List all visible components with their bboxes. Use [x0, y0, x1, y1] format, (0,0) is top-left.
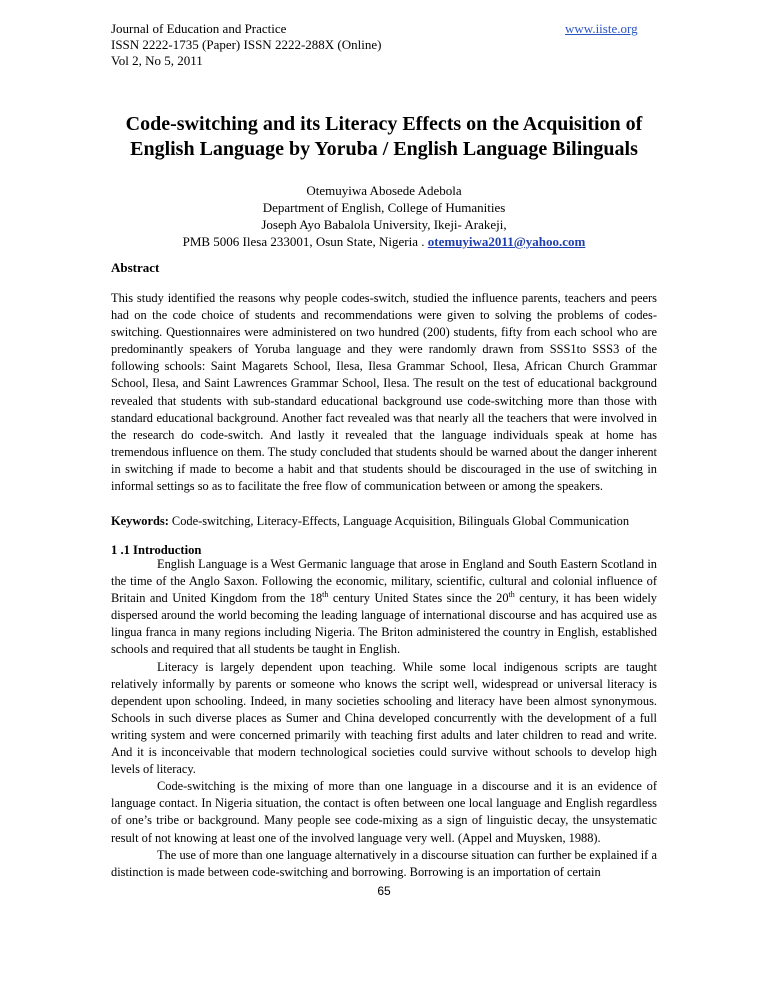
paragraph-1-text-b: century United States since the 20 [328, 591, 509, 606]
issn-line: ISSN 2222-1735 (Paper) ISSN 2222-288X (Online) [111, 37, 382, 52]
keywords-text: Code-switching, Literacy-Effects, Language Acquisition, Bilinguals Global Communication [168, 514, 630, 528]
page-number: 65 [377, 884, 391, 898]
paragraph-1-text-a: English Language is a West Germanic language that arose in England and South Eastern Scotland in the time of the Anglo Saxon. Following the economic, military, scientific, cultural and colonial influence of Britain and United Kingdom from the 18 [111, 557, 657, 606]
author-university: Joseph Ayo Babalola University, Ikeji- Arakeji, [261, 217, 507, 232]
title-line-2: English Language by Yoruba / English Language Bilinguals [130, 138, 638, 160]
author-department: Department of English, College of Humanities [262, 200, 506, 215]
section-body [111, 556, 657, 881]
paragraph-2: Literacy is largely dependent upon teaching. While some local indigenous scripts are taught relatively informally by parents or someone who knows the script well, widespread or universal literacy is dependent upon schooling. Indeed, in many societies schooling and literacy have been almost synonymous. Schools in such diverse places as Sumer and China developed concurrently with the development of a full writing system and were concerned primarily with teaching first adults and later children to read and write. And it is inconceivable that modern technological societies could survive without schools to develop high levels of literacy. [111, 659, 657, 777]
author-email-link[interactable]: otemuyiwa2011@yahoo.com [427, 234, 586, 249]
paper-title [100, 112, 668, 162]
abstract-heading: Abstract [111, 260, 160, 275]
keywords-line [111, 513, 671, 530]
paragraph-4: The use of more than one language alternatively in a discourse situation can further be explained if a distinction is made between code-switching and borrowing. Borrowing is an importation of certain [111, 847, 657, 879]
section-heading: 1 .1 Introduction [111, 543, 202, 557]
author-address: PMB 5006 Ilesa 233001, Osun State, Nigeria . [182, 234, 428, 249]
superscript-th-2: th [508, 590, 515, 600]
title-line-1: Code-switching and its Literacy Effects on the Acquisition of [125, 113, 643, 135]
volume-line: Vol 2, No 5, 2011 [111, 53, 203, 68]
author-address-line [111, 233, 657, 250]
journal-url-link[interactable]: www.iiste.org [565, 21, 638, 36]
author-block [111, 182, 657, 250]
journal-name: Journal of Education and Practice [111, 21, 287, 36]
author-name: Otemuyiwa Abosede Adebola [306, 183, 462, 198]
paragraph-3: Code-switching is the mixing of more than one language in a discourse and it is an evidence of language contact. In Nigeria situation, the contact is often between one local language and English regardless of one’s tribe or background. Many people see code-mixing as a sign of linguistic decay, the unsystematic result of not knowing at least one of the involved language very well. (Appel and Muysken, 1988). [111, 779, 657, 845]
superscript-th-1: th [322, 590, 329, 600]
paragraph-1-text-c: century, it has been widely dispersed around the world becoming the leading language of international discourse and has acquired use as lingua franca in many regions including Nigeria. The Briton administered the country in English, established schools and required that all students be taught in English. [111, 591, 657, 657]
abstract-text: This study identified the reasons why people codes-switch, studied the influence parents, teachers and peers had on the code choice of students and recommendations were given to solving the problems of codes-switching. Questionnaires were administered on two hundred (200) students, fifty from each school who are predominantly speakers of Yoruba language and they were randomly drawn from SSS1to SSS3 of the following schools: Saint Magarets School, Ilesa, Ilesa Grammar School, Ilesa, African Church Grammar School, Ilesa, and Saint Lawrences Grammar School, Ilesa. The result on the test of educational background revealed that students with sub-standard educational background use code-switching more than those with standard educational background. Another fact revealed was that nearly all the teachers that were involved in the research do code-switch. And lastly it revealed that the language individuals speak at home has tremendous influence on them. The study concluded that students should be warned about the danger inherent in switching if made to become a habit and that students should be discouraged in the use of switching in informal settings so as to facilitate the free flow of communication between or among the speakers. [111, 291, 657, 494]
keywords-label: Keywords: [111, 514, 169, 528]
paragraph-1 [111, 556, 657, 659]
